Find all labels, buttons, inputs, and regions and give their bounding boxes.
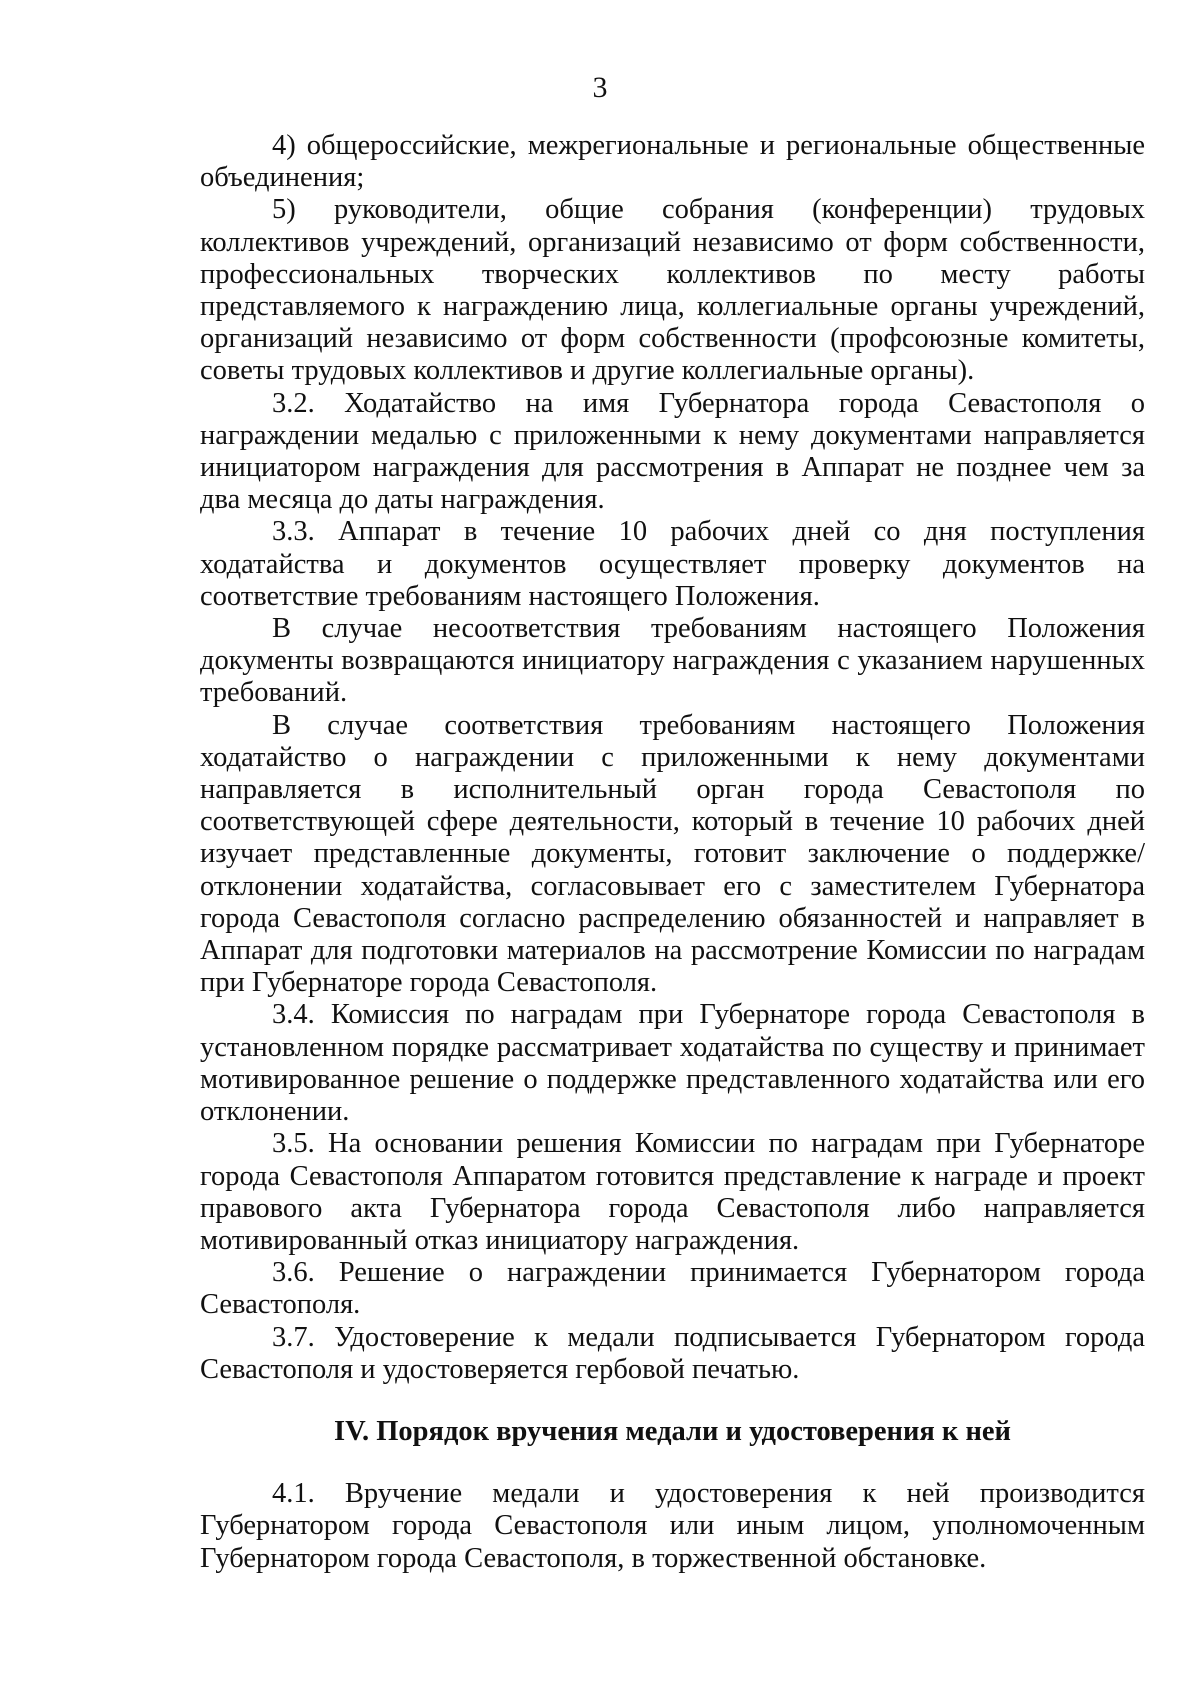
page-number: 3 bbox=[592, 71, 608, 104]
paragraph-conformity: В случае соответствия требованиям настоящего Положения ходатайство о награждении с приложенными к нему документами направляется в исполнительный орган города Севастополя по соответствующей сфере деятельности, который в течение 10 рабочих дней изучает представленные документы, готовит заключение о поддержке/отклонении ходатайства, согласовывает его с заместителем Губернатора города Севастополя согласно распределению обязанностей и направляет в Аппарат для подготовки материалов на рассмотрение Комиссии по наградам при Губернаторе города Севастополя. bbox=[200, 709, 1145, 999]
paragraph-3-6: 3.6. Решение о награждении принимается Губернатором города Севастополя. bbox=[200, 1257, 1145, 1321]
paragraph-item-4: 4) общероссийские, межрегиональные и региональные общественные объединения; bbox=[200, 130, 1145, 194]
paragraph-4-1: 4.1. Вручение медали и удостоверения к ней производится Губернатором города Севастополя или иным лицом, уполномоченным Губернатором города Севастополя, в торжественной обстановке. bbox=[200, 1478, 1145, 1574]
document-body bbox=[200, 130, 1145, 1575]
paragraph-3-7: 3.7. Удостоверение к медали подписывается Губернатором города Севастополя и удостоверяется гербовой печатью. bbox=[200, 1321, 1145, 1385]
paragraph-3-3: 3.3. Аппарат в течение 10 рабочих дней со дня поступления ходатайства и документов осуществляет проверку документов на соответствие требованиям настоящего Положения. bbox=[200, 516, 1145, 612]
paragraph-3-2: 3.2. Ходатайство на имя Губернатора города Севастополя о награждении медалью с приложенными к нему документами направляется инициатором награждения для рассмотрения в Аппарат не позднее чем за два месяца до даты награждения. bbox=[200, 387, 1145, 516]
paragraph-3-4: 3.4. Комиссия по наградам при Губернаторе города Севастополя в установленном порядке рассматривает ходатайства по существу и принимает мотивированное решение о поддержке представленного ходатайства или его отклонении. bbox=[200, 999, 1145, 1128]
paragraph-3-5: 3.5. На основании решения Комиссии по наградам при Губернаторе города Севастополя Аппаратом готовится представление к награде и проект правового акта Губернатора города Севастополя либо направляется мотивированный отказ инициатору награждения. bbox=[200, 1128, 1145, 1256]
section-heading: IV. Порядок вручения медали и удостоверения к ней bbox=[334, 1415, 1011, 1447]
paragraph-nonconformity: В случае несоответствия требованиям настоящего Положения документы возвращаются инициатору награждения с указанием нарушенных требований. bbox=[200, 613, 1145, 709]
paragraph-item-5: 5) руководители, общие собрания (конференции) трудовых коллективов учреждений, организаций независимо от форм собственности, профессиональных творческих коллективов по месту работы представляемого к награждению лица, коллегиальные органы учреждений, организаций независимо от форм собственности (профсоюзные комитеты, советы трудовых коллективов и другие коллегиальные органы). bbox=[200, 194, 1145, 387]
